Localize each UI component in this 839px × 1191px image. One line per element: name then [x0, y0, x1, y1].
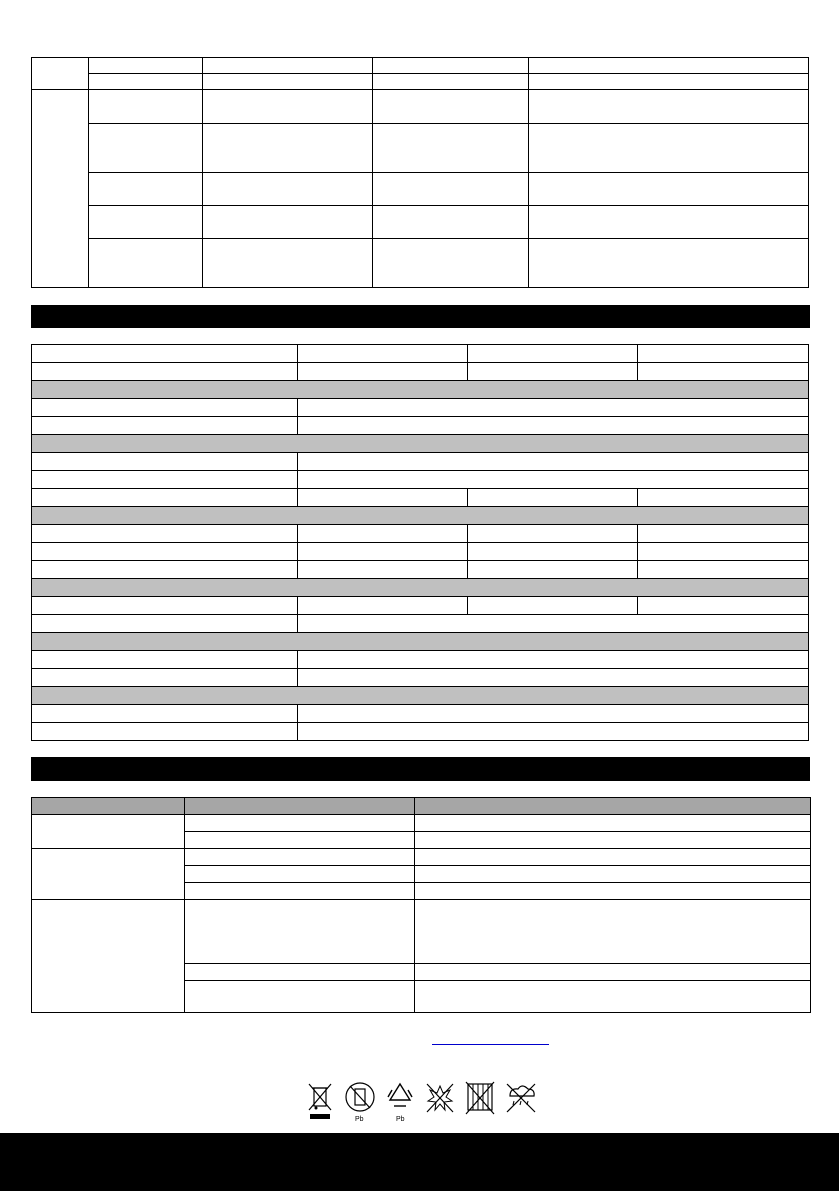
top-spec-table [31, 57, 809, 288]
website-link-underline [432, 1044, 549, 1045]
section-header-band [31, 305, 810, 328]
disposal-symbols [304, 1080, 544, 1124]
spec-table [31, 344, 809, 741]
troubleshooting-table [31, 797, 811, 1013]
pb-label: Pb [355, 1116, 364, 1123]
pb-label: Pb [396, 1116, 405, 1123]
no-heating-icon [466, 1082, 494, 1114]
no-fire-icon [427, 1084, 453, 1112]
no-rain-icon [507, 1084, 535, 1112]
recycle-pb-icon [388, 1084, 412, 1123]
crossed-wheelie-bin-icon [309, 1084, 331, 1119]
footer-band [0, 1133, 839, 1191]
section-header-band [31, 757, 810, 781]
crossed-battery-pb-icon [346, 1083, 374, 1123]
website-link[interactable] [432, 1028, 549, 1048]
